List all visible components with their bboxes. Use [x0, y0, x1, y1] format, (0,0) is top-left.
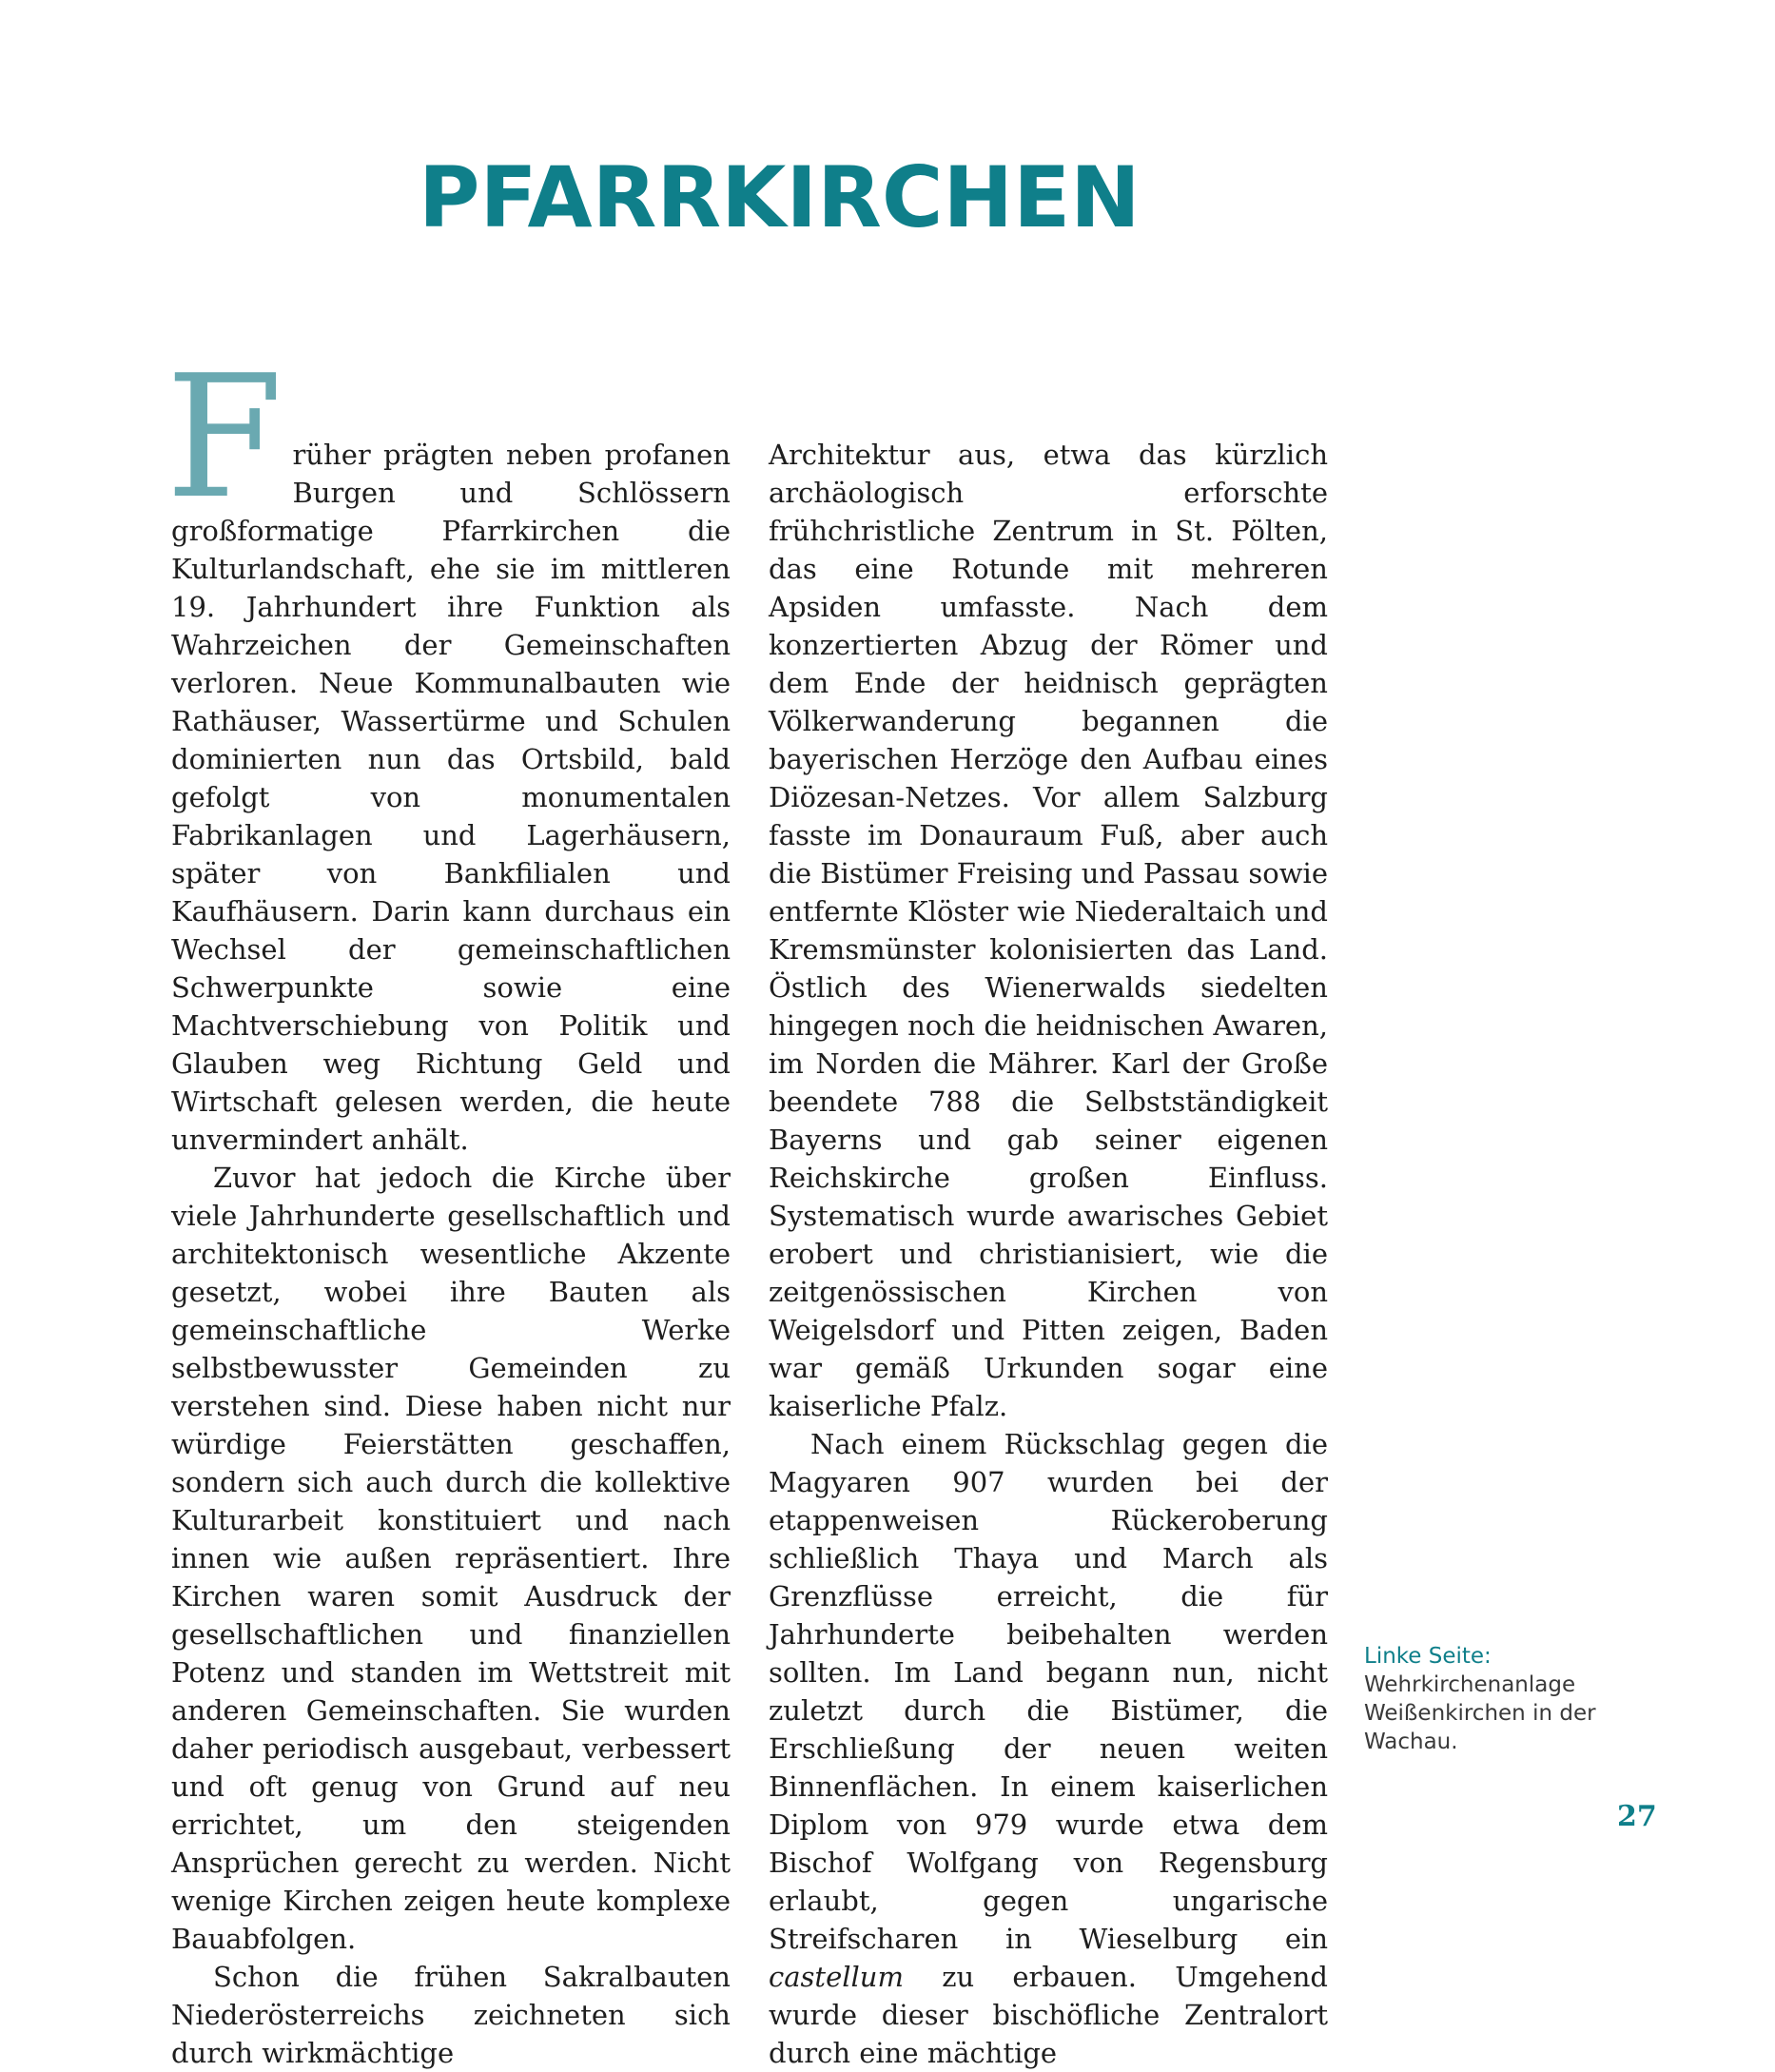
page-number: 27 [1617, 1800, 1657, 1833]
drop-cap: F [166, 339, 283, 536]
paragraph-text: zu erbauen. Umgehend wurde dieser bischöfliche Zentralort durch eine mächtige [769, 1961, 1328, 2069]
text-column-left [166, 339, 731, 2072]
caption-text: Wehrkirchenanlage Weißenkirchen in der Wachau. [1364, 1672, 1596, 1754]
caption-label: Linke Seite: [1364, 1644, 1492, 1669]
page-title: PFARRKIRCHEN [419, 148, 1141, 246]
paragraph: Architektur aus, etwa das kürzlich archäologisch erforschte frühchristliche Zentrum in St. Pölten, das eine Rotunde mit mehreren Apsiden umfasste. Nach dem konzertierten Abzug der Römer und dem Ende der heidnisch geprägten Völkerwanderung begannen die bayerischen Herzöge den Aufbau eines Diözesan-Netzes. Vor allem Salzburg fasste im Donauraum Fuß, aber auch die Bistümer Freising und Passau sowie entfernte Klöster wie Niederaltaich und Kremsmünster kolonisierten das Land. Östlich des Wienerwalds siedelten hingegen noch die heidnischen Awaren, im Norden die Mährer. Karl der Große beendete 788 die Selbstständigkeit Bayerns und gab seiner eigenen Reichskirche großen Einfluss. Systematisch wurde awarisches Gebiet erobert und christianisiert, wie die zeitgenössischen Kirchen von Weigelsdorf und Pitten zeigen, Baden war gemäß Urkunden sogar eine kaiserliche Pfalz. [769, 439, 1328, 1422]
paragraph [166, 339, 731, 1159]
paragraph [769, 1425, 1328, 2072]
paragraph-text: rüher prägten neben profanen Burgen und Schlössern großformatige Pfarrkirchen die Kulturlandschaft, ehe sie im mittleren 19. Jahrhundert ihre Funktion als Wahrzeichen der Gemeinschaften verloren. Neue Kommunalbauten wie Rathäuser, Wassertürme und Schulen dominierten nun das Ortsbild, bald gefolgt von monumentalen Fabrikanlagen und Lagerhäusern, später von Bankfilialen und Kaufhäusern. Darin kann durchaus ein Wechsel der gemeinschaftlichen Schwerpunkte sowie eine Machtverschiebung von Politik und Glauben weg Richtung Geld und Wirtschaft gelesen werden, die heute unvermindert anhält. [171, 439, 731, 1156]
italic-term: castellum [769, 1961, 904, 1993]
paragraph-text: Nach einem Rückschlag gegen die Magyaren 907 wurden bei der etappenweisen Rückeroberung schließlich Thaya und March als Grenzflüsse erreicht, die für Jahrhunderte beibehalten werden sollten. Im Land begann nun, nicht zuletzt durch die Bistümer, die Erschließung der neuen weiten Binnenflächen. In einem kaiserlichen Diplom von 979 wurde etwa dem Bischof Wolfgang von Regensburg erlaubt, gegen ungarische Streifscharen in Wieselburg ein [769, 1428, 1328, 1955]
paragraph: Zuvor hat jedoch die Kirche über viele Jahrhunderte gesellschaftlich und architektonisch wesentliche Akzente gesetzt, wobei ihre Bauten als gemeinschaftliche Werke selbstbewusster Gemeinden zu verstehen sind. Diese haben nicht nur würdige Feierstätten geschaffen, sondern sich auch durch die kollektive Kulturarbeit konstituiert und nach innen wie außen repräsentiert. Ihre Kirchen waren somit Ausdruck der gesellschaftlichen und finanziellen Potenz und standen im Wettstreit mit anderen Gemeinschaften. Sie wurden daher periodisch ausgebaut, verbessert und oft genug von Grund auf neu errichtet, um den steigenden Ansprüchen gerecht zu werden. Nicht wenige Kirchen zeigen heute komplexe Bauabfolgen. [171, 1162, 731, 1955]
paragraph: Schon die frühen Sakralbauten Niederösterreichs zeichneten sich durch wirkmächtige [171, 1961, 731, 2069]
text-column-right [769, 436, 1328, 2072]
image-caption [1364, 1642, 1649, 1756]
